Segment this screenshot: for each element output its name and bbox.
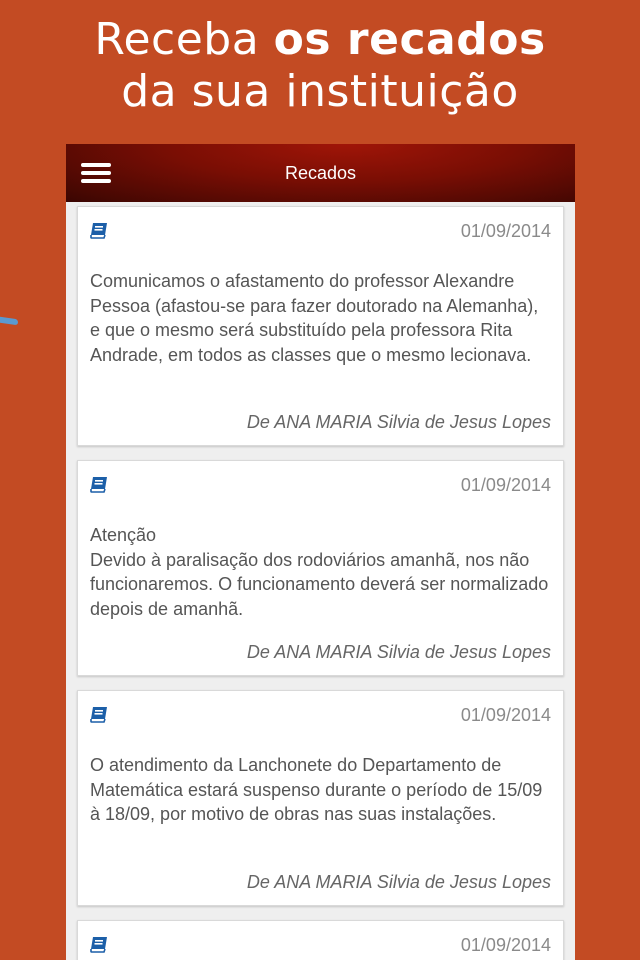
book-icon — [90, 476, 108, 493]
message-card-header — [78, 691, 563, 741]
message-card[interactable] — [77, 690, 564, 906]
message-author: De ANA MARIA Silvia de Jesus Lopes — [246, 412, 551, 432]
message-card[interactable] — [77, 206, 564, 446]
book-icon — [90, 706, 108, 723]
message-card-header — [78, 461, 563, 511]
promo-line-1-prefix: Receba — [94, 14, 274, 65]
promo-line-1-bold: os recados — [273, 14, 546, 65]
message-author: De ANA MARIA Silvia de Jesus Lopes — [246, 872, 551, 892]
message-card[interactable] — [77, 460, 564, 676]
message-text: Comunicamos o afastamento do professor Alexandre Pessoa (afastou-se para fazer doutorado na Alemanha), e que o mesmo será substituído pela professora Rita Andrade, em todos as classes que o mesmo lecionava. — [90, 271, 539, 365]
message-date: 01/09/2014 — [460, 705, 551, 725]
message-date: 01/09/2014 — [460, 221, 551, 241]
message-text: Atenção Devido à paralisação dos rodoviários amanhã, nos não funcionaremos. O funcionamento deverá ser normalizado depois de amanhã. — [90, 525, 549, 619]
message-text: O atendimento da Lanchonete do Departamento de Matemática estará suspenso durante o período de 15/09 à 18/09, por motivo de obras nas suas instalações. — [90, 755, 543, 824]
messages-list — [66, 202, 575, 960]
message-author: De ANA MARIA Silvia de Jesus Lopes — [246, 642, 551, 662]
message-card-header — [78, 207, 563, 257]
promo-headline — [0, 14, 640, 118]
hamburger-menu-icon[interactable] — [81, 163, 111, 183]
message-date: 01/09/2014 — [460, 475, 551, 495]
message-date: 01/09/2014 — [460, 935, 551, 955]
book-icon — [90, 222, 108, 239]
book-icon — [90, 936, 108, 953]
page-title: Recados — [284, 162, 357, 183]
promo-line-2: da sua instituição — [121, 66, 519, 117]
promo-line-1 — [0, 14, 640, 66]
decorative-edge-mark — [0, 317, 18, 326]
app-screen — [66, 144, 575, 960]
message-card-header — [78, 921, 563, 960]
app-header — [66, 144, 575, 202]
message-card[interactable] — [77, 920, 564, 960]
